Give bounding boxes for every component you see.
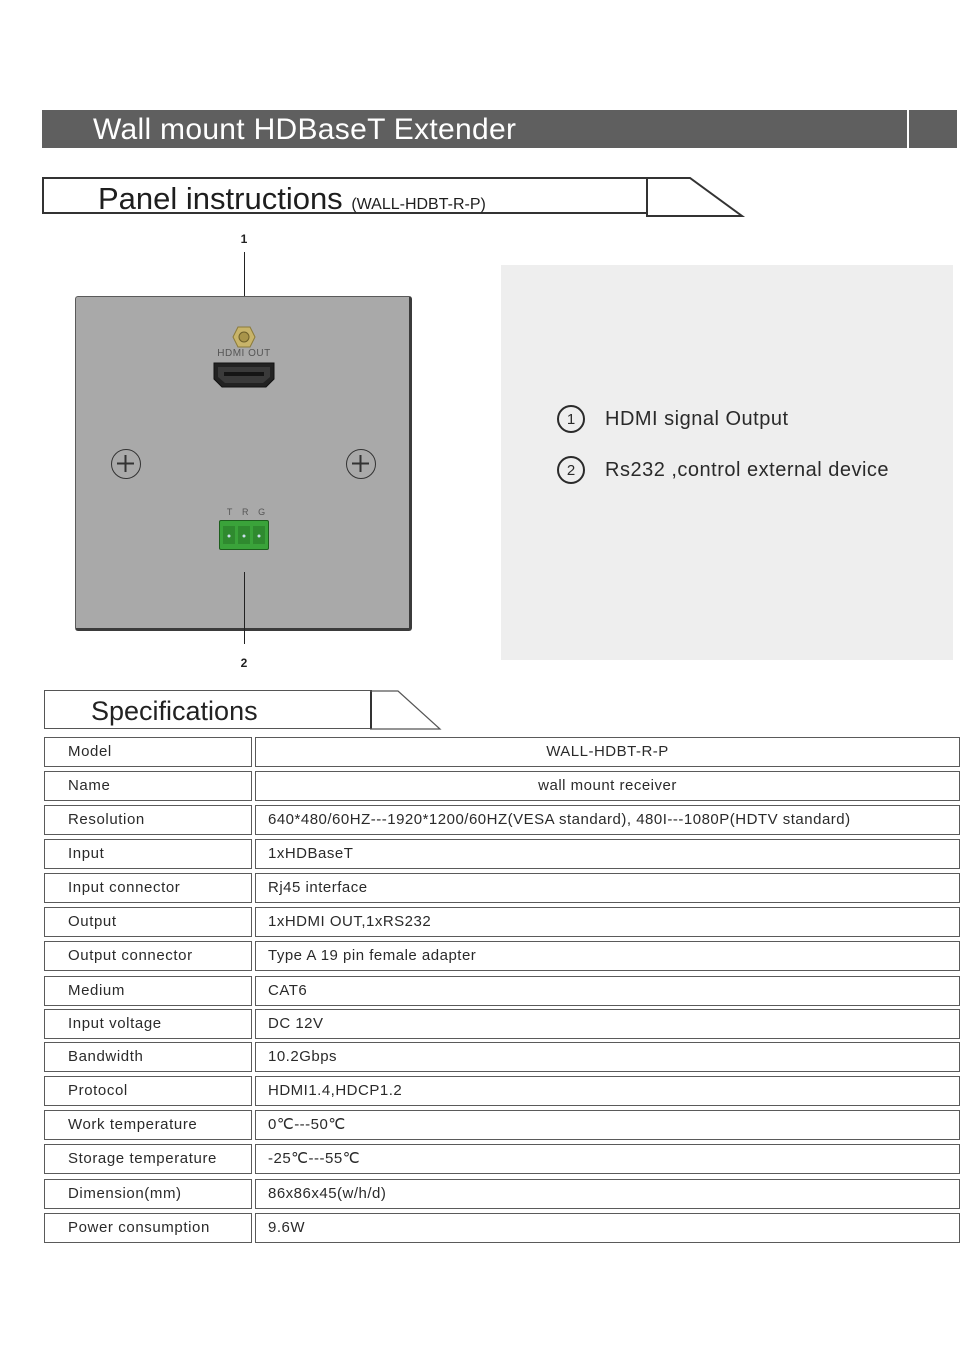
spec-label: Protocol bbox=[44, 1076, 252, 1106]
callout-number-1: 1 bbox=[240, 232, 248, 246]
spec-row-input bbox=[44, 839, 960, 869]
spec-value: 640*480/60HZ---1920*1200/60HZ(VESA standard), 480I---1080P(HDTV standard) bbox=[255, 805, 960, 835]
legend-item-2 bbox=[557, 456, 889, 484]
spec-label: Resolution bbox=[44, 805, 252, 835]
spec-row-model bbox=[44, 737, 960, 767]
spec-row-medium bbox=[44, 976, 960, 1006]
panel-section-title bbox=[98, 180, 486, 224]
legend-text-2: Rs232 ,control external device bbox=[605, 458, 890, 481]
spec-row-storage-temperature bbox=[44, 1144, 960, 1174]
spec-label: Output bbox=[44, 907, 252, 937]
spec-value: wall mount receiver bbox=[255, 771, 960, 801]
spec-value: 1xHDBaseT bbox=[255, 839, 960, 869]
spec-row-dimension bbox=[44, 1179, 960, 1209]
spec-value: -25℃---55℃ bbox=[255, 1144, 960, 1174]
hex-nut-icon bbox=[232, 326, 256, 348]
spec-label: Input bbox=[44, 839, 252, 869]
callout-line-2 bbox=[244, 572, 245, 644]
spec-value: CAT6 bbox=[255, 976, 960, 1006]
spec-row-name bbox=[44, 771, 960, 801]
spec-row-protocol bbox=[44, 1076, 960, 1106]
spec-label: Input connector bbox=[44, 873, 252, 903]
spec-label: Power consumption bbox=[44, 1213, 252, 1243]
hdmi-port-icon bbox=[212, 361, 276, 389]
legend-item-1 bbox=[557, 405, 789, 433]
spec-value: 86x86x45(w/h/d) bbox=[255, 1179, 960, 1209]
spec-value: 1xHDMI OUT,1xRS232 bbox=[255, 907, 960, 937]
spec-value: Rj45 interface bbox=[255, 873, 960, 903]
spec-value: WALL-HDBT-R-P bbox=[255, 737, 960, 767]
spec-label: Medium bbox=[44, 976, 252, 1006]
spec-label: Dimension(mm) bbox=[44, 1179, 252, 1209]
legend-number-1-icon: 1 bbox=[557, 405, 585, 433]
title-bar-end-block bbox=[909, 110, 957, 148]
spec-row-input-voltage bbox=[44, 1009, 960, 1039]
spec-label: Name bbox=[44, 771, 252, 801]
spec-label: Storage temperature bbox=[44, 1144, 252, 1174]
panel-section-model: (WALL-HDBT-R-P) bbox=[351, 196, 486, 213]
spec-value: 10.2Gbps bbox=[255, 1042, 960, 1072]
spec-row-input-connector bbox=[44, 873, 960, 903]
specs-section-header-tail bbox=[370, 689, 445, 731]
specs-section-title: Specifications bbox=[91, 696, 258, 726]
hdmi-out-label: HDMI OUT bbox=[217, 348, 271, 359]
panel-section-header-tail bbox=[646, 176, 746, 218]
spec-row-work-temperature bbox=[44, 1110, 960, 1140]
spec-row-resolution bbox=[44, 805, 960, 835]
spec-row-bandwidth bbox=[44, 1042, 960, 1072]
screw-left-icon bbox=[111, 449, 141, 479]
screw-right-icon bbox=[346, 449, 376, 479]
spec-label: Output connector bbox=[44, 941, 252, 971]
spec-value: Type A 19 pin female adapter bbox=[255, 941, 960, 971]
spec-value: DC 12V bbox=[255, 1009, 960, 1039]
legend-number-2-icon: 2 bbox=[557, 456, 585, 484]
terminal-labels bbox=[222, 507, 270, 517]
terminal-label-t: T bbox=[226, 507, 233, 517]
spec-row-power-consumption bbox=[44, 1213, 960, 1243]
terminal-label-g: G bbox=[258, 507, 266, 517]
spec-value: HDMI1.4,HDCP1.2 bbox=[255, 1076, 960, 1106]
terminal-label-r: R bbox=[241, 507, 249, 517]
spec-row-output-connector bbox=[44, 941, 960, 971]
spec-label: Input voltage bbox=[44, 1009, 252, 1039]
spec-value: 0℃---50℃ bbox=[255, 1110, 960, 1140]
rs232-terminal-block-icon bbox=[219, 520, 269, 550]
spec-label: Model bbox=[44, 737, 252, 767]
spec-label: Bandwidth bbox=[44, 1042, 252, 1072]
page-title: Wall mount HDBaseT Extender bbox=[93, 113, 517, 146]
panel-section-title-text: Panel instructions bbox=[98, 181, 343, 216]
spec-row-output bbox=[44, 907, 960, 937]
spec-label: Work temperature bbox=[44, 1110, 252, 1140]
legend-text-1: HDMI signal Output bbox=[605, 407, 789, 430]
spec-value: 9.6W bbox=[255, 1213, 960, 1243]
callout-number-2: 2 bbox=[240, 656, 248, 670]
